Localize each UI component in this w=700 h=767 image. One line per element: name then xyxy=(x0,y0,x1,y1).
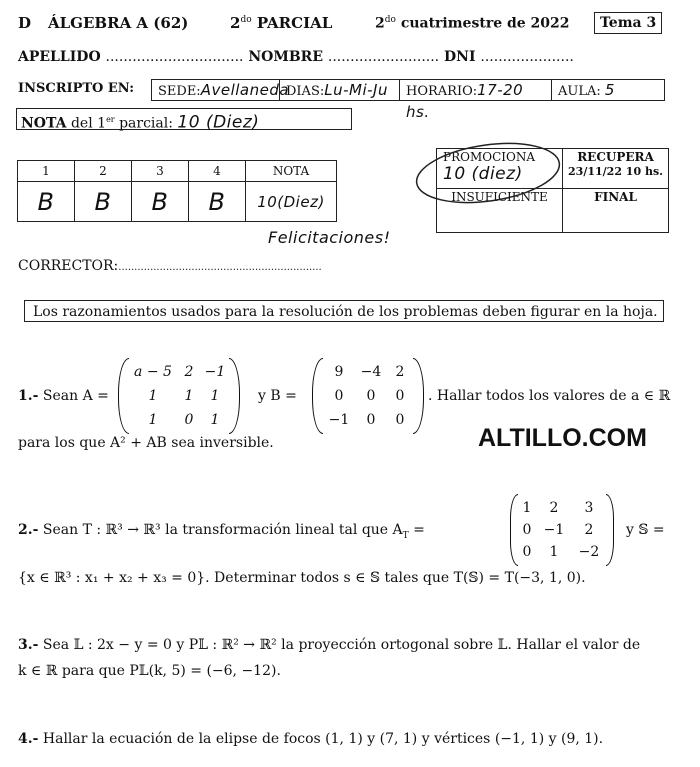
watermark: ALTILLO.COM xyxy=(478,424,647,452)
matrix-entry: 1 xyxy=(148,388,158,404)
inscripto-label: INSCRIPTO EN: xyxy=(18,81,135,96)
dni-label: DNI xyxy=(444,49,476,65)
right-paren xyxy=(606,494,614,566)
matrix-entry: 0 xyxy=(522,544,532,560)
grades-header: 2 xyxy=(75,161,132,182)
corrector-comment: Felicitaciones! xyxy=(268,228,391,247)
grade-value: B xyxy=(18,182,75,222)
instructions-notice: Los razonamientos usados para la resolución de los problemas deben figurar en la hoja. xyxy=(24,300,664,322)
insuficiente-cell: INSUFICIENTE xyxy=(437,189,563,233)
exam-sup: do xyxy=(240,15,252,25)
aula-cell xyxy=(558,80,615,102)
recupera-date: 23/11/22 10 hs. xyxy=(568,165,663,178)
matrix-entry: 1 xyxy=(522,500,532,516)
dni-field[interactable]: ..................... xyxy=(480,49,574,65)
corrector-field[interactable]: ................................................................ xyxy=(118,262,322,273)
matrix-entry: −2 xyxy=(578,544,600,560)
problem-number: 2.- xyxy=(18,522,39,538)
left-paren xyxy=(118,358,129,434)
matrix-entry: 0 xyxy=(395,412,405,428)
nota1-label: del 1 xyxy=(70,115,107,132)
horario-label: HORARIO: xyxy=(406,84,478,99)
problem-1-prefix: Sean A = xyxy=(42,388,109,404)
problem-2-equals: = xyxy=(413,522,425,538)
problem-1-suffix: . Hallar todos los valores de a ∈ ℝ xyxy=(428,388,671,404)
term-ord: 2 xyxy=(375,15,385,32)
nota1-sup: er xyxy=(106,115,115,124)
problem-1-line2: para los que A² + AB sea inversible. xyxy=(18,435,274,451)
nota1-label2: parcial: xyxy=(119,115,173,132)
apellido-label: APELLIDO xyxy=(18,49,101,65)
term-sup: do xyxy=(384,15,396,25)
exam-title xyxy=(230,14,332,32)
sede-cell xyxy=(152,80,290,100)
matrix-entry: 2 xyxy=(584,522,594,538)
nota1-label-bold: NOTA xyxy=(21,115,67,132)
student-row xyxy=(18,49,574,65)
problem-3-text: Sea 𝕃 : 2x − y = 0 y P𝕃 : ℝ² → ℝ² la proyección ortogonal sobre 𝕃. Hallar el valor de xyxy=(42,637,641,653)
exam-label: PARCIAL xyxy=(256,14,333,32)
term-label: cuatrimestre de 2022 xyxy=(400,15,570,32)
matrix-entry: 0 xyxy=(334,388,344,404)
matrix-entry: a − 5 xyxy=(134,364,172,380)
matrix-b xyxy=(312,358,424,434)
matrix-entry: 3 xyxy=(584,500,594,516)
matrix-entry: 1 xyxy=(210,412,220,428)
grades-header: 4 xyxy=(189,161,246,182)
nota-primer-parcial-box xyxy=(16,108,352,133)
nombre-label: NOMBRE xyxy=(248,49,323,65)
dias-label: DIAS: xyxy=(286,84,325,99)
problem-number: 3.- xyxy=(18,637,39,653)
problem-2-line2: {x ∈ ℝ³ : x₁ + x₂ + x₃ = 0}. Determinar todos s ∈ 𝕊 tales que T(𝕊) = T(−3, 1, 0). xyxy=(18,570,586,586)
problem-2-sub: T xyxy=(402,530,409,541)
final-cell: FINAL xyxy=(563,189,669,233)
matrix-entry: 0 xyxy=(395,388,405,404)
matrix-b-grid xyxy=(323,364,413,428)
corrector-label: CORRECTOR: xyxy=(18,258,119,274)
problem-4-text: Hallar la ecuación de la elipse de focos (1, 1) y (7, 1) y vértices (−1, 1) y (9, 1). xyxy=(42,731,604,747)
header-letter: D xyxy=(18,14,32,32)
matrix-entry: −1 xyxy=(328,412,350,428)
promociona-circle xyxy=(410,138,570,208)
grades-table xyxy=(17,160,337,222)
grades-value-row xyxy=(18,182,337,222)
matrix-entry: 0 xyxy=(366,388,376,404)
sede-label: SEDE: xyxy=(158,84,201,99)
recupera-cell xyxy=(563,149,669,189)
problem-number: 1.- xyxy=(18,388,39,404)
right-paren xyxy=(413,358,424,434)
corrector-row xyxy=(18,258,322,274)
matrix-entry: 2 xyxy=(184,364,194,380)
matrix-a xyxy=(118,358,240,434)
grades-header-row xyxy=(18,161,337,182)
problem-2-prefix: Sean T : ℝ³ → ℝ³ la transformación lineal tal que A xyxy=(42,522,403,538)
apellido-field[interactable]: ............................... xyxy=(105,49,244,65)
matrix-entry: 0 xyxy=(184,412,194,428)
grade-value: B xyxy=(189,182,246,222)
matrix-entry: 0 xyxy=(522,522,532,538)
grade-value: B xyxy=(132,182,189,222)
problem-number: 4.- xyxy=(18,731,39,747)
matrix-entry: 1 xyxy=(549,544,559,560)
matrix-entry: 1 xyxy=(210,388,220,404)
grades-header: 1 xyxy=(18,161,75,182)
horario-cell xyxy=(400,80,552,121)
left-paren xyxy=(312,358,323,434)
problem-3-line1 xyxy=(18,637,640,653)
problem-1-mid: y B = xyxy=(258,388,297,404)
matrix-at xyxy=(510,494,614,566)
inscripto-box xyxy=(151,79,665,121)
term xyxy=(375,15,570,32)
recupera-label: RECUPERA xyxy=(577,150,654,164)
dias-value: Lu-Mi-Ju xyxy=(324,81,388,99)
matrix-entry: −1 xyxy=(204,364,226,380)
sede-value: Avellaneda xyxy=(200,81,290,99)
matrix-entry: 1 xyxy=(148,412,158,428)
problem-2-line1 xyxy=(18,522,425,541)
subject-title: ÁLGEBRA A (62) xyxy=(48,14,189,32)
grade-value: B xyxy=(75,182,132,222)
problem-1-line1 xyxy=(18,388,109,404)
problem-4-line1 xyxy=(18,731,603,747)
aula-value: 5 xyxy=(604,81,615,99)
promociona-value: 10 (diez) xyxy=(443,164,523,184)
matrix-entry: 1 xyxy=(184,388,194,404)
grades-header: 3 xyxy=(132,161,189,182)
nota-value: 10(Diez) xyxy=(246,182,337,222)
promociona-label: PROMOCIONA xyxy=(443,150,535,164)
problem-3-line2: k ∈ ℝ para que P𝕃(k, 5) = (−6, −12). xyxy=(18,663,281,679)
matrix-entry: −1 xyxy=(543,522,565,538)
aula-label: AULA: xyxy=(558,84,601,99)
matrix-entry: 0 xyxy=(366,412,376,428)
nombre-field[interactable]: ......................... xyxy=(327,49,440,65)
matrix-entry: 2 xyxy=(549,500,559,516)
matrix-entry: 9 xyxy=(334,364,344,380)
exam-ord: 2 xyxy=(230,14,241,32)
matrix-at-grid xyxy=(518,500,606,560)
tema-badge: Tema 3 xyxy=(594,12,662,34)
grades-header: NOTA xyxy=(246,161,337,182)
matrix-a-grid xyxy=(129,364,229,428)
matrix-entry: 2 xyxy=(395,364,405,380)
matrix-entry: −4 xyxy=(360,364,382,380)
horario-value: 17-20 hs. xyxy=(406,81,524,121)
problem-2-suffix: y 𝕊 = xyxy=(626,522,665,538)
dias-cell xyxy=(280,80,400,100)
right-paren xyxy=(229,358,240,434)
nota1-value: 10 (Diez) xyxy=(177,112,260,133)
left-paren xyxy=(510,494,518,566)
